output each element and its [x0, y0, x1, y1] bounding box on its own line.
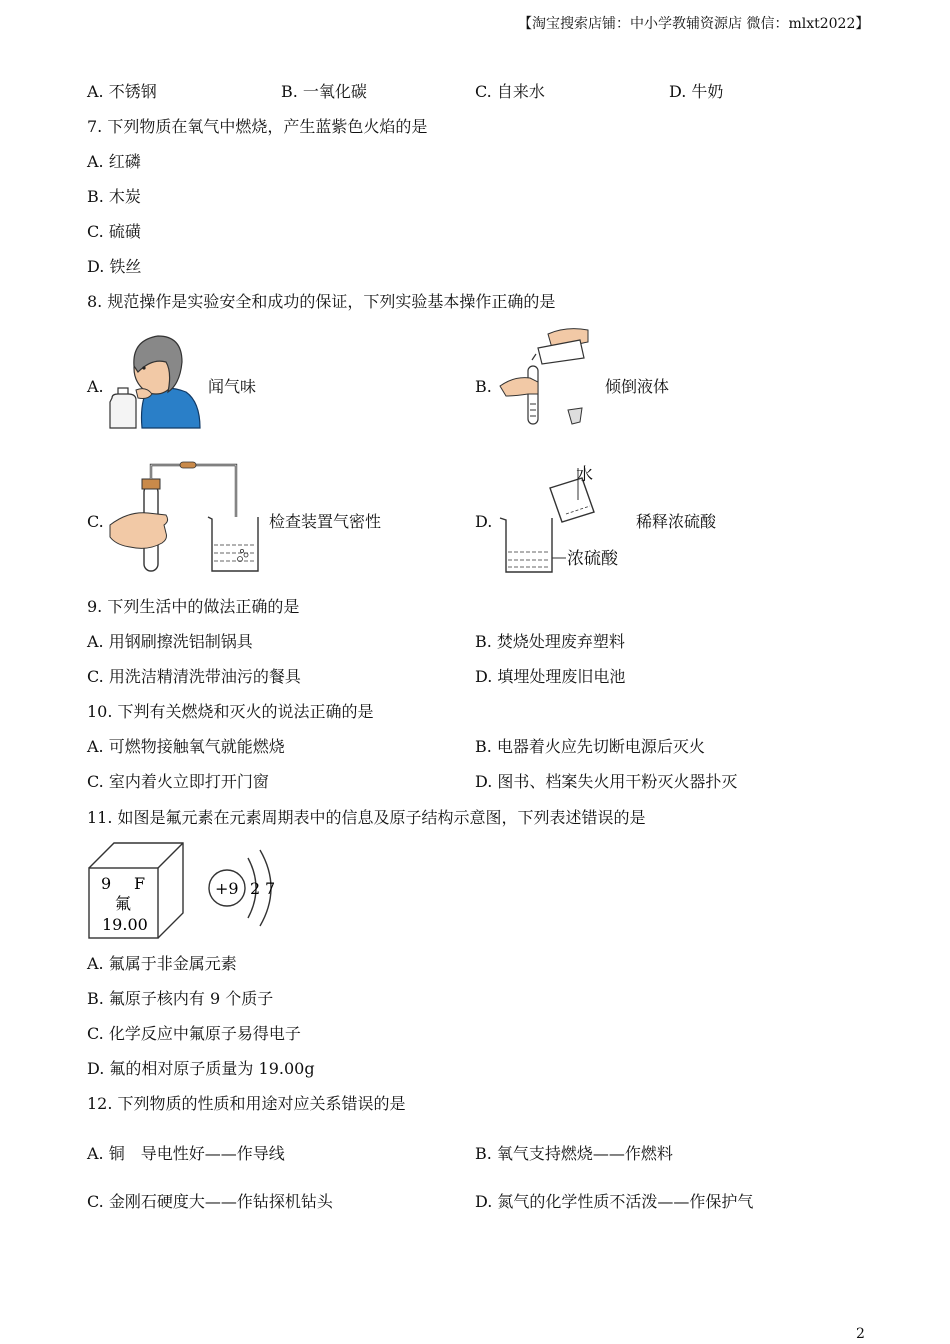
q10-option-c[interactable]: C. 室内着火立即打开门窗 [87, 772, 269, 791]
q11-option-b[interactable]: B. 氟原子核内有 9 个质子 [87, 989, 274, 1008]
element-mass: 19.00 [102, 915, 148, 934]
label-water: 水 [576, 465, 593, 485]
q11-option-c[interactable]: C. 化学反应中氟原子易得电子 [87, 1024, 301, 1043]
q8-caption-a: 闻气味 [208, 377, 257, 396]
q6-option-c[interactable]: C. 自来水 [475, 82, 545, 101]
element-symbol: F [134, 874, 146, 893]
q10-option-d[interactable]: D. 图书、档案失火用干粉灭火器扑灭 [475, 772, 738, 791]
q10-option-b[interactable]: B. 电器着火应先切断电源后灭火 [475, 737, 705, 756]
q9-option-c[interactable]: C. 用洗洁精清洗带油污的餐具 [87, 667, 301, 686]
airtightness-figure [108, 459, 262, 575]
q8-caption-b: 倾倒液体 [605, 377, 670, 396]
q12-stem: 12. 下列物质的性质和用途对应关系错误的是 [87, 1094, 406, 1113]
q12-option-a[interactable]: A. 铜 导电性好——作导线 [87, 1144, 285, 1163]
q7-option-d[interactable]: D. 铁丝 [87, 257, 142, 276]
q8-caption-d: 稀释浓硫酸 [636, 512, 717, 531]
element-name: 氟 [115, 894, 132, 913]
page-number: 2 [856, 1326, 865, 1342]
q8-option-c-letter[interactable]: C. [87, 512, 104, 531]
fluorine-diagram [88, 842, 280, 940]
q11-option-a[interactable]: A. 氟属于非金属元素 [87, 954, 237, 973]
q10-option-a[interactable]: A. 可燃物接触氧气就能燃烧 [87, 737, 285, 756]
q6-option-d[interactable]: D. 牛奶 [669, 82, 724, 101]
q8-caption-c: 检查装置气密性 [269, 512, 382, 531]
dilution-figure [498, 460, 628, 578]
q6-option-a[interactable]: A. 不锈钢 [87, 82, 157, 101]
q12-option-b[interactable]: B. 氧气支持燃烧——作燃料 [475, 1144, 673, 1163]
page-header: 【淘宝搜索店铺：中小学教辅资源店 微信：mlxt2022】 [518, 16, 870, 32]
label-conc-acid: 浓硫酸 [567, 549, 618, 569]
q8-stem: 8. 规范操作是实验安全和成功的保证，下列实验基本操作正确的是 [87, 292, 556, 311]
q7-option-b[interactable]: B. 木炭 [87, 187, 141, 206]
q11-stem: 11. 如图是氟元素在元素周期表中的信息及原子结构示意图，下列表述错误的是 [87, 808, 646, 827]
q12-option-d[interactable]: D. 氮气的化学性质不活泼——作保护气 [475, 1192, 754, 1211]
q8-option-d-letter[interactable]: D. [475, 512, 493, 531]
q7-option-c[interactable]: C. 硫磺 [87, 222, 141, 241]
q8-option-a-letter[interactable]: A. [87, 377, 104, 396]
q9-option-b[interactable]: B. 焚烧处理废弃塑料 [475, 632, 625, 651]
shell-2-electrons: 7 [265, 879, 276, 898]
q9-option-d[interactable]: D. 填埋处理废旧电池 [475, 667, 626, 686]
q12-option-c[interactable]: C. 金刚石硬度大——作钻探机钻头 [87, 1192, 333, 1211]
q6-option-b[interactable]: B. 一氧化碳 [281, 82, 367, 101]
q7-option-a[interactable]: A. 红磷 [87, 152, 141, 171]
q9-stem: 9. 下列生活中的做法正确的是 [87, 597, 300, 616]
q8-option-b-letter[interactable]: B. [475, 377, 492, 396]
q11-option-d[interactable]: D. 氟的相对原子质量为 19.00g [87, 1059, 315, 1078]
shell-1-electrons: 2 [250, 879, 261, 898]
q10-stem: 10. 下判有关燃烧和灭火的说法正确的是 [87, 702, 374, 721]
nucleus-charge: +9 [215, 879, 239, 898]
element-number: 9 [101, 874, 112, 893]
pouring-figure [496, 324, 596, 432]
q7-stem: 7. 下列物质在氧气中燃烧，产生蓝紫色火焰的是 [87, 117, 428, 136]
q9-option-a[interactable]: A. 用钢刷擦洗铝制锅具 [87, 632, 253, 651]
smelling-figure [106, 332, 202, 430]
